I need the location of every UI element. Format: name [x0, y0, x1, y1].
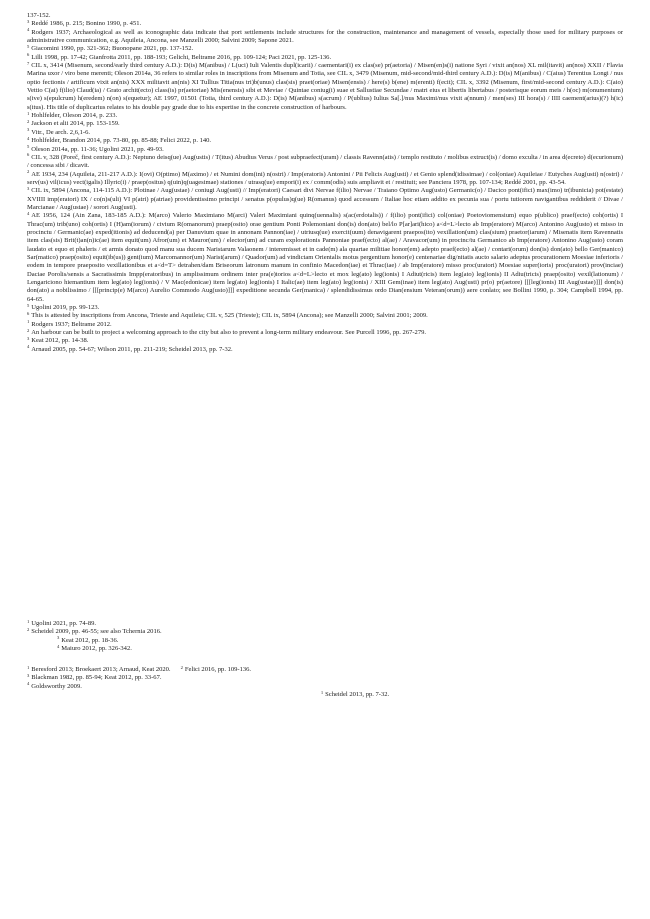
footnote: $^4$ Maiuro 2012, pp. 326-342. [57, 643, 132, 653]
footnote: $^4$ Goldsworthy 2009. [27, 681, 82, 690]
footnote: $^1$ Ugolini 2021, pp. 74-89. [27, 618, 97, 627]
footnote [27, 354, 623, 362]
footnote: $^5$ Giacomini 1990, pp. 321-362; Buonopane 2021, pp. 137-152. [27, 43, 194, 53]
footnote: $^5$ Oleson 2014a, pp. 11-36; Ugolini 2021, pp. 49-93. [27, 144, 164, 153]
footnote: $^3$ CIL ix, 5894 (Ancona, 114-115 A.D.): Plotinae / Aug(ustae) / coniugi Aug(usti) // Imp(eratori) Caesari divi Nervae f(ilio) Nervae / Traiano Optimo Aug(usto) Germanic(o) / Dacico pont(ifici) max(imo) tr(ibunicia) pot(estate) XVIIII imp(eratori) IX / co(n)s(uli) VI p(atri) p(atriae) providentissimo principi / senatus p(opulus)q(ue) R(omanus) quod accessum / Italiae hoc etiam addito ex pecunia sua / portu tutiorem navigantibus reddiderit // Divae / Marcianae / Aug(ustae) / sorori Aug(usti). [27, 185, 623, 211]
footnotes-third [27, 666, 623, 699]
footnote: $^3$ Keat 2012, pp. 14-38. [27, 336, 89, 345]
footnote: 137-152. [27, 12, 51, 19]
footnote: $^5$ Ugolini 2019, pp. 99-123. [27, 302, 100, 312]
footnote: $^6$ CIL v, 328 (Poreč, first century A.D.): Neptuno deisq(ue) Aug(ustis) / T(itus) Abudius Verus / post subpraefect(uram) / classis Ravenn(atis) / templo restituto / molibus extruct(is) / domo exculta / in area d(ecreto) d(ecurionum) / concessa sibi / dicavit. [27, 152, 623, 170]
footnote: $^1$ Beresford 2013; Broekaert 2013; Arnaud, Keat 2020. [27, 664, 171, 673]
footnote: $^2$ Felici 2016, pp. 109-136. [180, 664, 252, 673]
footnotes-second [27, 620, 623, 653]
footnote: $^2$ AE 1934, 234 (Aquileia, 211-217 A.D.): I(ovi) O(ptimo) M(aximo) / et Numini dom(ini) n(ostri) / Imp(eratoris) Antonini / Pii Felicis Aug(usti) / et Genio splend(idissimae) / col(oniae) Aquileiae / Eutyches Aug(usti) n(ostri) / serv(us) vil(icus) vect(igalis) Illyric(i) / praep(ositus) q(uin)q(uagesimae) stationes / utrasq(ue) empori(i) ex / comm(odis) suis ampliavit et / restituit; see Panciera 1978, pp. 107-134; Reddé 2001, pp. 43-54. [27, 169, 623, 186]
footnote: $^4$ Arnaud 2005, pp. 54-67; Wilson 2011, pp. 211-219; Scheidel 2013, pp. 7-32. [27, 344, 233, 353]
footnote: $^7$ CIL x, 3414 (Misenum, second/early third century A.D.): D(is) M(anibus) / L(uci) Iuli Valentis dupl(icarii) / caementari(i) ex clas(se) pr(aetoria) / Misen(en)s(i) natione Syri / vixit an(nos) XL mil(itavit) an(nos) XXII / Flavia Marina uxor / viro bene merenti; Oleson 2014a, 36 refers to similar roles in inscriptions from Misenum and Totia, see CIL x, 3479 (Misenum, mid-second/mid-third century A.D.): D(is) M(anibus) / C(aius) Terentius Longi / nus optio fectionis / artificum vixit an(nis) XXX militavit an(nis) XI Tullius Titia(nus tri)b(unus) clas(sis) praet(oriae) Misen(ensis) / here(s) b(ene) m(erenti) f(ecit); CIL x, 3392 (Misenum, first/mid-second century A.D.): C(aio) Vettio C(ai) f(ilio) Claud(ia) / Grato archit(ecto) class(is) pr(aetoriae) Mis(enensis) sibi et Meviae / Quintae coniug(i) suae et Sallustiae Secundae / matri eius et libertis libertabus / posterisque eorum meis / h(oc) m(onumentum) s(ive) s(epulcrum) h(eredem) n(on) s(equetur); AE 1997, 01501 (Totia, third century A.D.): D(is) M(anibus) s(acrum) / P(ublius) Iulius Sa[.]/nus Maximi/nus vixit a(nnum) / men(ses) III hora(s) / IIII caement(arius)(?) h(ic) s(itus). His title of duplicarius relates to his double pay grade due to his expertise in the concrete construction of harbours. [27, 60, 623, 111]
footnote: $^4$ Rodgers 1937; Archaeological as well as iconographic data indicate that port settlements include structures for the construction, maintenance and management of vessels, especially those used for military purposes or administrative communication, e.g. Aquileia, Ancona, see Manzelli 2000; Salvini 2009; Sapone 2021. [27, 27, 623, 45]
footnote: $^1$ Hohlfelder, Oleson 2014, p. 233. [27, 110, 118, 120]
footnote: $^6$ Lilli 1998, pp. 17-42; Gianfrotta 2011, pp. 188-193; Gelichi, Beltrame 2016, pp. 109-124; Paci 2021, pp. 125-136. [27, 52, 332, 61]
footnote: $^6$ This is attested by inscriptions from Ancona, Trieste and Aquileia; CIL v, 525 (Trieste); CIL ix, 5894 (Ancona); see Manzelli 2000; Salvini 2001; 2009. [27, 310, 428, 320]
footnote: $^3$ Reddé 1986, p. 215; Bonino 1990, p. 451. [27, 18, 142, 28]
footnote: $^2$ Scheidel 2009, pp. 46-55; see also Tchernia 2016. [27, 626, 162, 636]
footnote: $^2$ An harbour can be built to project a welcoming approach to the city but also to prevent a long-term military endeavour. See Purcell 1996, pp. 267-279. [27, 327, 427, 337]
footnotes-main [27, 12, 623, 362]
footnote: $^3$ Vitr., De arch. 2,6,1-6. [27, 127, 90, 136]
footnote: $^4$ Hohlfelder, Brandon 2014, pp. 73-80, pp. 85-88; Felici 2022, p. 140. [27, 135, 212, 145]
footnote: $^1$ Scheidel 2013, pp. 7-32. [320, 689, 390, 699]
footnote: $^2$ Jackson et alii 2014, pp. 153-159. [27, 119, 120, 128]
footnote: $^4$ AE 1956, 124 (Ain Zana, 183-185 A.D.): M(arco) Valerio Maximiano M(arci) Valeri Maximiani quinq(uennalis) s(ac(erdotalis)) / f(ilio) pont(ifici) col(oniae) Poetoviomensium) equo p(ublico) praef(ecto) coh(ortis) I Thrac(um) trib(uno) coh(ortis) I (H)am(iorum) / civium R(omanorum) praep(osito) orae gentium Ponti Polemoniani don(is) don(ato) bel/lo P[ar]ari(hico) a<d=L>lecto ab Imp(eratore) M(arco) Antonino Aug(usto) et misso in procinctu / Germanic(ae) exped(itionis) ad deducend(a) per Danuvium quae in annonam Pannon(iae) / utriusq(ue) exercit(uum) denavigarent praepos(ito) vexillation(um) clas(sium) praetor(iarum) / Misenatis item Ravennatis item clas(sis) Brit(t)an(n)ic(ae) item equit(um) Afror(um) et Mauror(um) / elector(um) ad curam explorationis Pannoniae praef(ecto) al(ae) / Aravacor(um) in procinc/tu Germanico ab Imp(eratore) Antonino Aug(usto) coram laudato et equo et phaleris / et armis donato quod manu sua ducem Naristarum Valaonem / interemisset et in cade(m) ala quartae militiae honor(em) adepto praef(ecto) al(ae) / contari(orum) don(is) don(ato) bello Ger(manico) Sar(matico) praep(osito) equit(ib(us)) gent(ium) Marcomannor(um) Narist(arum) / Quador(um) ad vindictam Orientalis motus pergentium honor(e) centenariae dig/nitatis aucto salario adeptus procurationem Moesiae inferioris / eodem in tempore praeposito vexillationibus et a<d=T> detrahen/dam Briseorum latronum manum in confinio Macedon(iae) et Thrac(iae) / ab Imp(eratore) misso proc(uratori) Moesiae super(ioris) proc(uratori) prov(inciae) Daciae Porolis/sensis a Sacratissimis Impp(eratoribus) in amplissimum ordinem inter pra(e)torios a<d=L>lecto et mox leg(ato) leg(ionis) I Adiut(ricis) item leg(ato) leg(ionis) II Adiu(tricis) praep(osito) vexil(lationum) / Lengariciono hiemantium item leg(ato) leg(ionis) / V Mac(edonicae) item leg(ato) leg(ionis) I Italic(ae) item leg(ato) leg(ionis) / XIII Gem(inae) item leg(ato) Aug(usti) pr(o) pr(aetore) [[[leg(ionis) III Aug(ustae)]]] don(is) don(ato) a nobilissimo / [[[princip(e) M(arco) Aurelio Commodo Aug(usto)]]] expeditione secunda Ger(manica) / splendidissimus ordo Dian(ensium Veteran(orum)) aere conlato; see Bollini 1990, p. 304; Campbell 1994, pp. 64-65. [27, 210, 623, 303]
footnote: $^1$ Rodgers 1937; Beltrame 2012. [27, 319, 112, 328]
footnote: $^3$ Keat 2012, pp. 18-36. [57, 635, 119, 644]
footnote: $^3$ Blackman 1982, pp. 85-94; Keat 2012, pp. 33-67. [27, 672, 162, 682]
